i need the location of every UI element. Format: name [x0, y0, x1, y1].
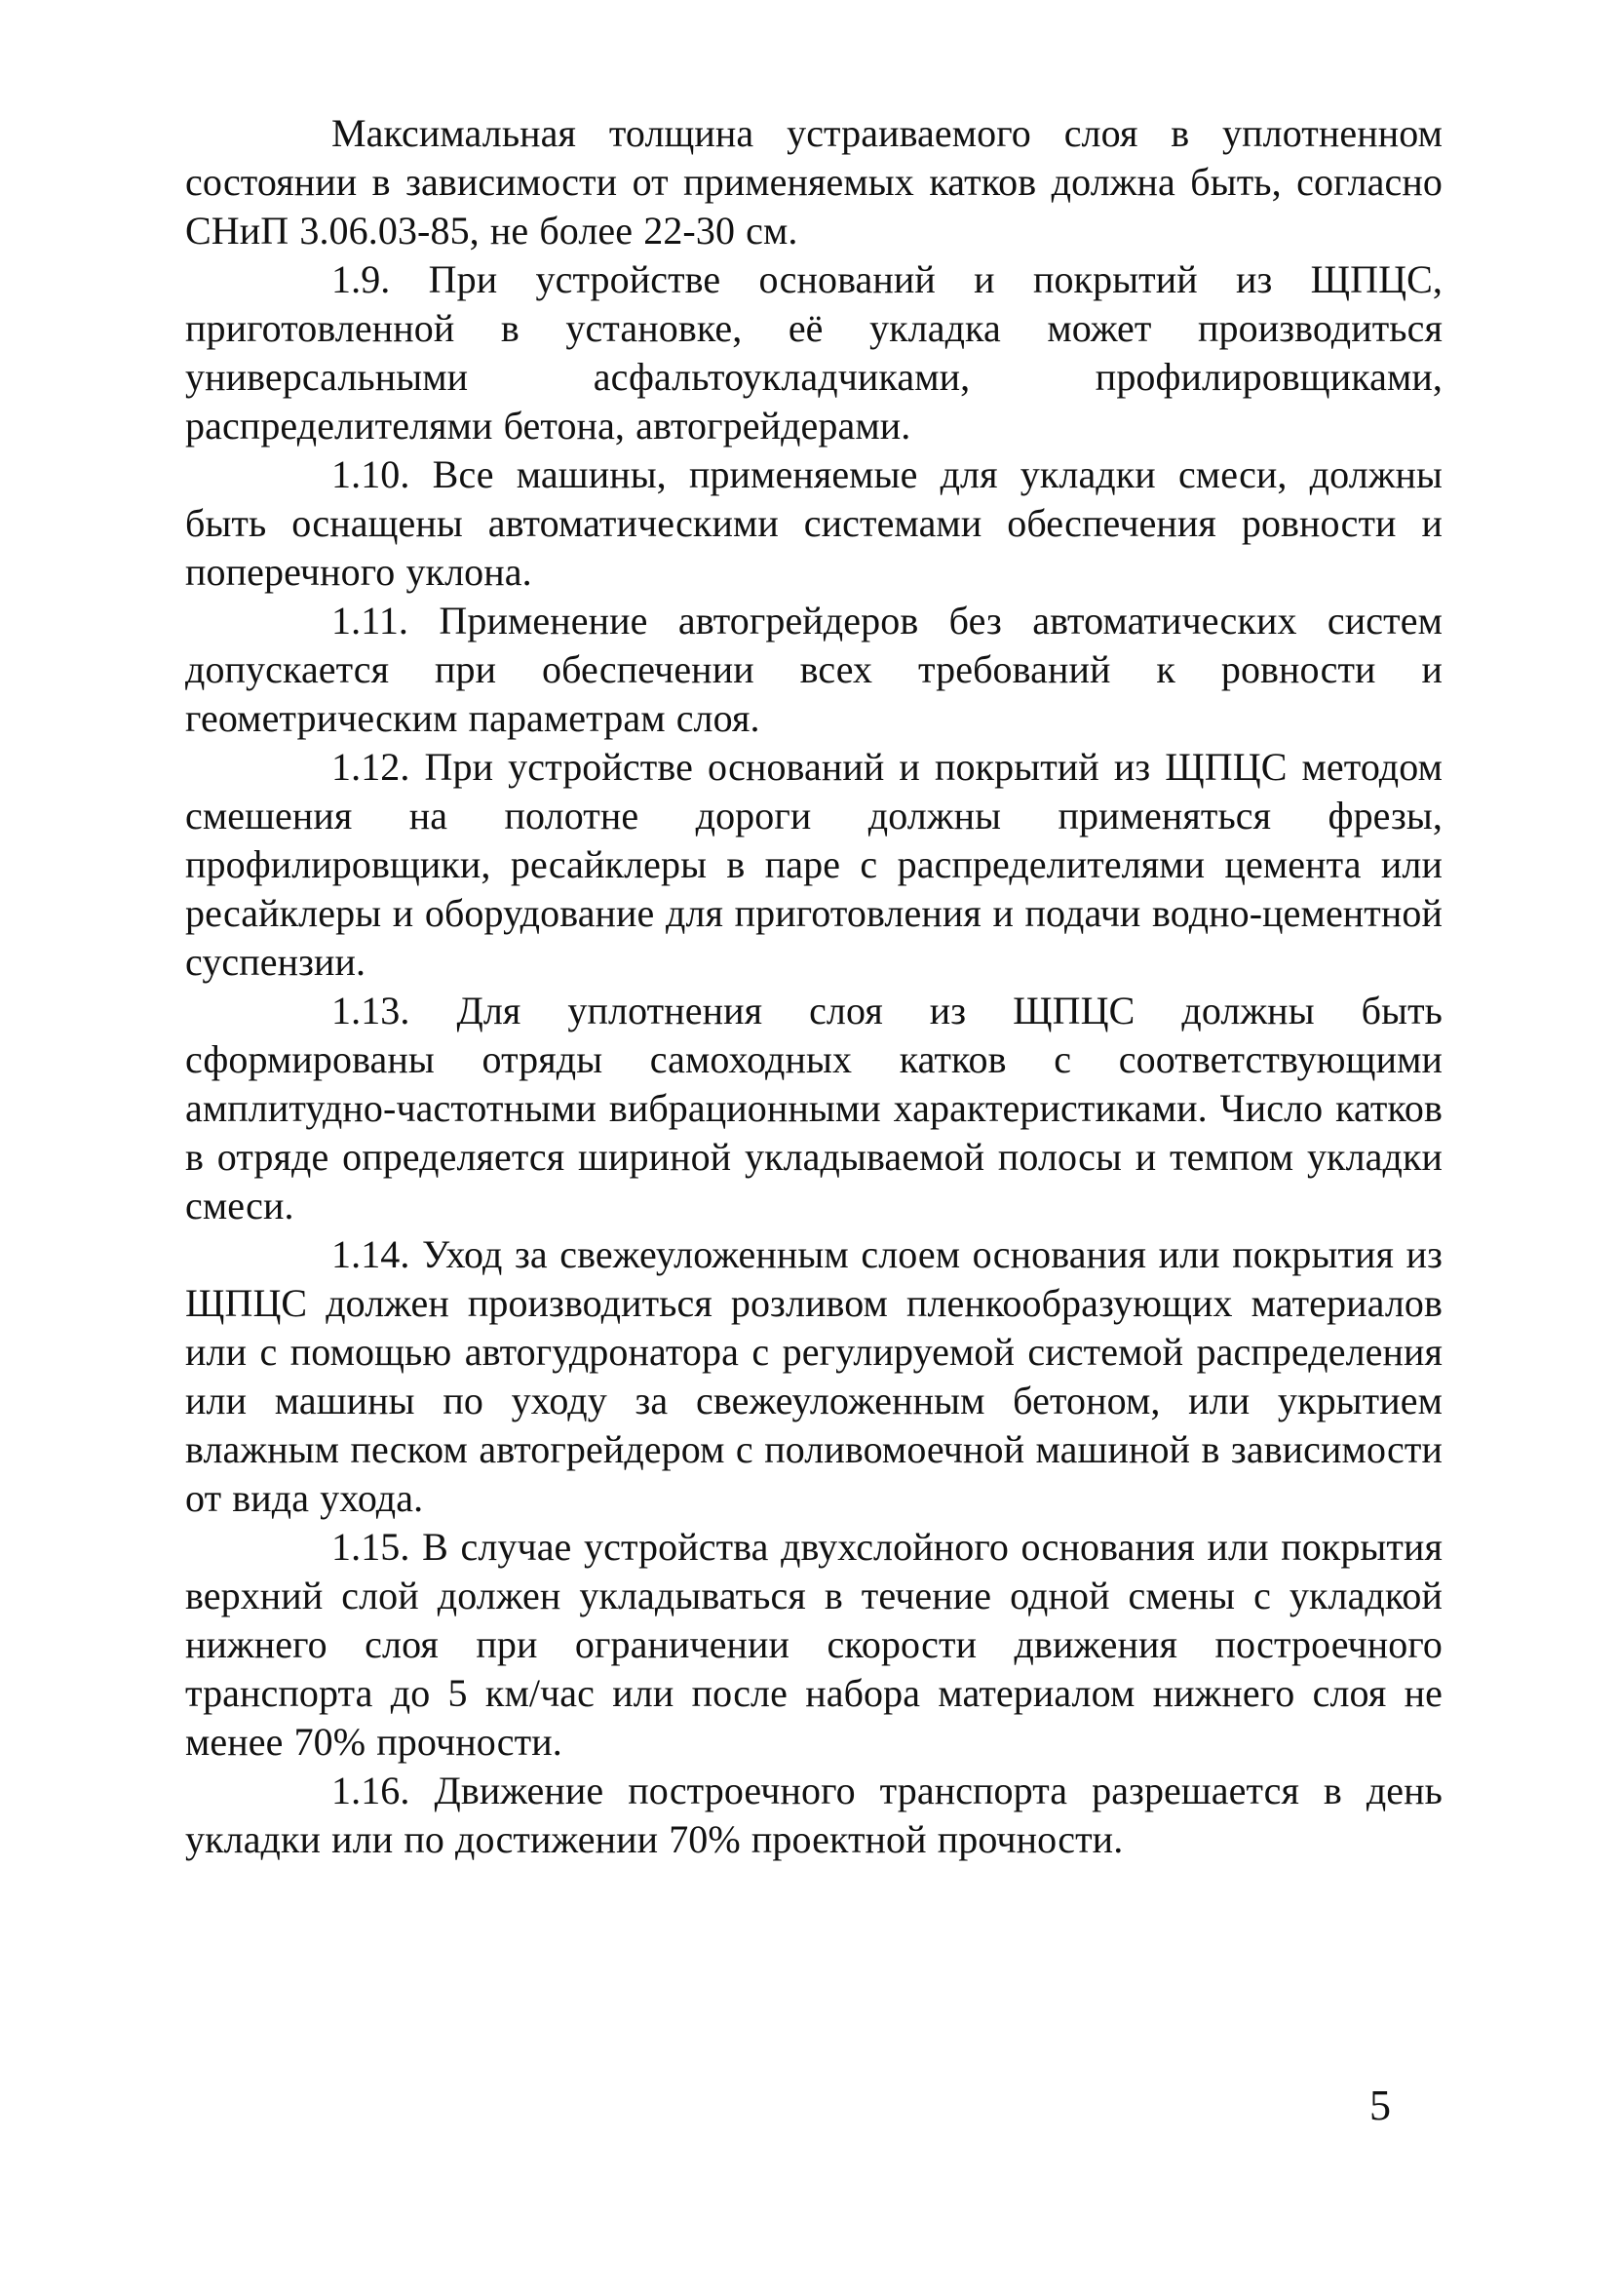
- paragraph-1-15: 1.15. В случае устройства двухслойного основания или покрытия верхний слой должен укладываться в течение одной смены с укладкой нижнего слоя при ограничении скорости движения построечного транспорта до 5 км/час или после набора материалом нижнего слоя не менее 70% прочности.: [185, 1525, 1443, 1764]
- paragraph-1-14: 1.14. Уход за свежеуложенным слоем основания или покрытия из ЩПЦС должен производиться розливом пленкообразующих материалов или с помощью автогудронатора с регулируемой системой распределения или машины по уходу за свежеуложенным бетоном, или укрытием влажным песком автогрейдером с поливомоечной машиной в зависимости от вида ухода.: [185, 1232, 1443, 1520]
- paragraph-max-layer-thickness: Максимальная толщина устраиваемого слоя в уплотненном состоянии в зависимости от применяемых катков должна быть, согласно СНиП 3.06.03-85, не более 22-30 см.: [185, 111, 1443, 253]
- document-body: [185, 109, 1443, 1864]
- paragraph-1-10: 1.10. Все машины, применяемые для укладки смеси, должны быть оснащены автоматическими системами обеспечения ровности и поперечного уклона.: [185, 452, 1443, 594]
- paragraph-1-9: 1.9. При устройстве оснований и покрытий из ЩПЦС, приготовленной в установке, её укладка может производиться универсальными асфальтоукладчиками, профилировщиками, распределителями бетона, автогрейдерами.: [185, 257, 1443, 448]
- paragraph-1-16: 1.16. Движение построечного транспорта разрешается в день укладки или по достижении 70% проектной прочности.: [185, 1769, 1443, 1861]
- page-number: 5: [1369, 2082, 1391, 2129]
- paragraph-1-11: 1.11. Применение автогрейдеров без автоматических систем допускается при обеспечении всех требований к ровности и геометрическим параметрам слоя.: [185, 599, 1443, 740]
- paragraph-1-13: 1.13. Для уплотнения слоя из ЩПЦС должны быть сформированы отряды самоходных катков с соответствующими амплитудно-частотными вибрационными характеристиками. Число катков в отряде определяется шириной укладываемой полосы и темпом укладки смеси.: [185, 989, 1443, 1227]
- paragraph-1-12: 1.12. При устройстве оснований и покрытий из ЩПЦС методом смешения на полотне дороги должны применяться фрезы, профилировщики, ресайклеры в паре с распределителями цемента или ресайклеры и оборудование для приготовления и подачи водно-цементной суспензии.: [185, 745, 1443, 984]
